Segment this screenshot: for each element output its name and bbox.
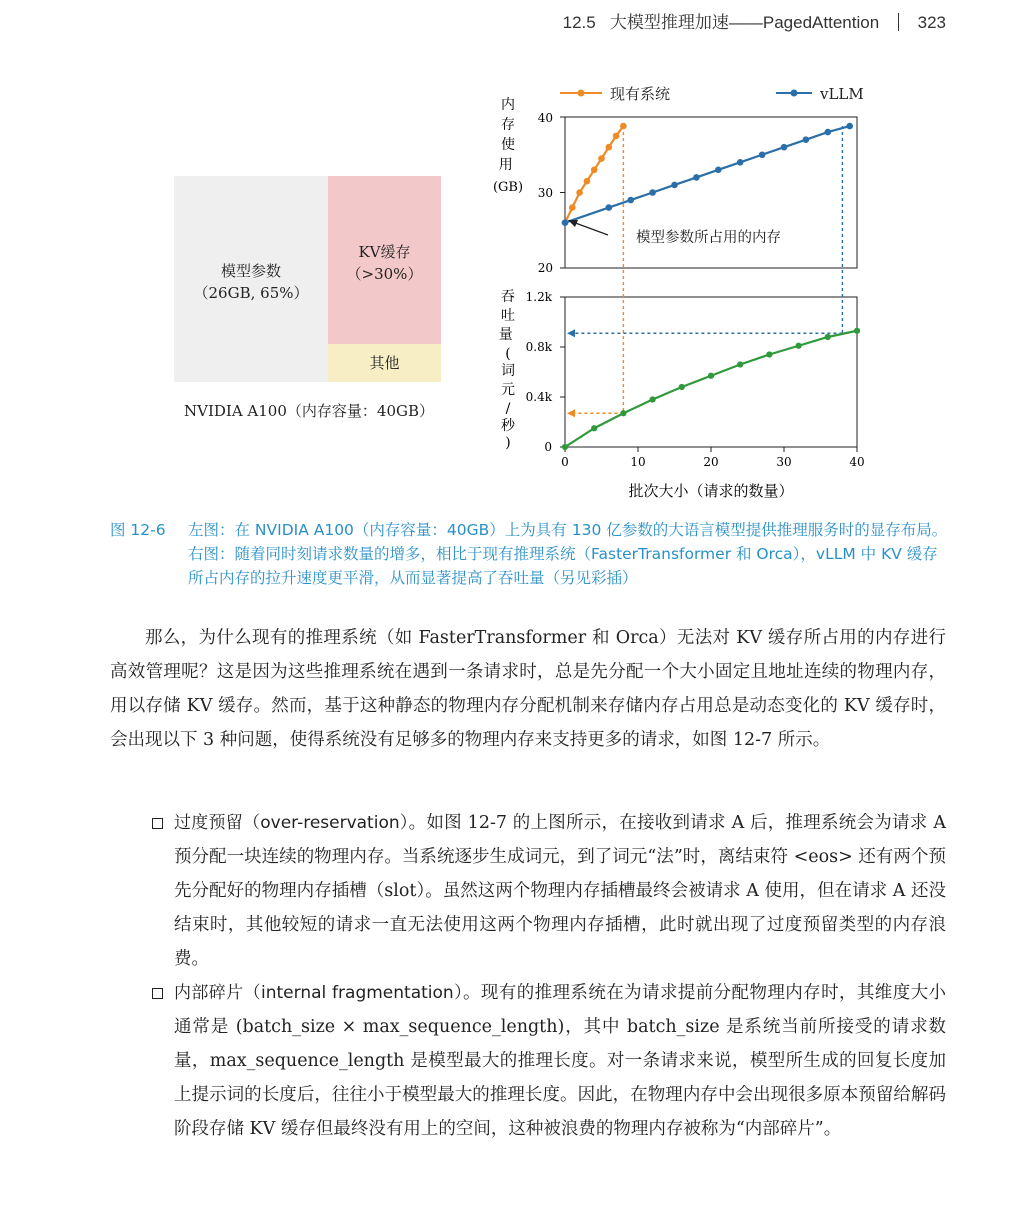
throughput-tick-0: 0 xyxy=(544,440,552,454)
memory-point xyxy=(671,182,678,189)
memory-point xyxy=(562,219,569,226)
memory-point xyxy=(846,123,853,130)
memory-tick-40: 40 xyxy=(537,111,553,125)
memory-point xyxy=(613,133,620,140)
memory-ylabel: 内存使用 (GB) xyxy=(492,97,524,195)
annotation-text: 模型参数所占用的内存 xyxy=(636,230,781,246)
memory-point xyxy=(569,204,576,211)
figure-caption-text: 左图：在 NVIDIA A100（内存容量：40GB）上为具有 130 亿参数的大语言模型提供推理服务时的显存布局。右图：随着同时刻请求数量的增多，相比于现有推理系统（FasterTransformer 和 Orca），vLLM 中 KV 缓存所占内存的拉升速度更平滑，从而显著提高了吞吐量（另见彩插） xyxy=(188,521,948,587)
x-tick-0: 0 xyxy=(561,455,569,469)
memory-series xyxy=(562,123,853,226)
throughput-line xyxy=(565,331,857,447)
memory-point xyxy=(759,151,766,158)
annotation-arrowhead xyxy=(568,220,578,227)
memory-y-axis xyxy=(538,111,565,275)
other-label: 其他 xyxy=(369,354,400,372)
model-params-label: 模型参数 xyxy=(220,262,281,280)
kv-cache-detail: （>30%） xyxy=(346,265,423,283)
vllm-arrowhead xyxy=(567,329,575,337)
model-params-detail: （26GB, 65%） xyxy=(193,284,309,302)
page-number: 323 xyxy=(917,13,946,32)
memory-point xyxy=(649,189,656,196)
figure-number: 图 12-6 xyxy=(110,521,166,539)
throughput-point xyxy=(737,361,743,367)
section-number: 12.5 xyxy=(562,13,596,32)
throughput-series xyxy=(562,328,860,450)
legend-label-existing: 现有系统 xyxy=(610,85,671,103)
memory-point xyxy=(591,167,598,174)
throughput-point xyxy=(650,396,656,402)
header-divider xyxy=(898,13,899,31)
throughput-ylabel: 吞吐量 (词元/秒) xyxy=(498,289,515,451)
legend xyxy=(560,85,864,103)
bullet-term: 内部碎片（internal fragmentation） xyxy=(174,983,463,1003)
memory-point xyxy=(627,197,634,204)
x-tick-10: 10 xyxy=(630,455,646,469)
memory-point xyxy=(737,159,744,166)
throughput-point xyxy=(620,410,626,416)
kv-cache-label: KV缓存 xyxy=(358,243,411,261)
body-paragraph: 那么，为什么现有的推理系统（如 FasterTransformer 和 Orca）无法对 KV 缓存所占用的内存进行高效管理呢？这是因为这些推理系统在遇到一条请求时，总是先分配一个大小固定且地址连续的物理内存，用以存储 KV 缓存。然而，基于这种静态的物理内存分配机制来存储内存占用总是动态变化的 KV 缓存时，会出现以下 3 种问题，使得系统没有足够多的物理内存来支持更多的请求，如图 12-7 所示。 xyxy=(110,628,946,750)
throughput-point xyxy=(562,444,568,450)
memory-point xyxy=(584,178,591,185)
x-tick-20: 20 xyxy=(703,455,719,469)
memory-point xyxy=(606,144,613,151)
legend-marker-vllm xyxy=(791,90,798,97)
bullet-checkbox-icon xyxy=(152,988,163,999)
throughput-y-axis xyxy=(526,290,565,454)
throughput-tick-0.4k: 0.4k xyxy=(525,390,552,404)
section-title: 大模型推理加速——PagedAttention xyxy=(609,13,880,32)
legend-marker-existing xyxy=(578,90,585,97)
memory-point xyxy=(576,189,583,196)
throughput-xlabel: 批次大小（请求的数量） xyxy=(628,482,794,500)
memory-point xyxy=(781,144,788,151)
x-tick-30: 30 xyxy=(776,455,792,469)
throughput-tick-1.2k: 1.2k xyxy=(525,290,552,304)
bullet-text: 。如图 12-7 的上图所示，在接收到请求 A 后，推理系统会为请求 A 预分配一块连续的物理内存。当系统逐步生成词元，到了词元“法”时，离结束符 <eos> 还有两个预先分配好的物理内存插槽（slot）。虽然这两个物理内存插槽最终会被请求 A 使用，但在请求 A 还没结束时，其他较短的请求一直无法使用这两个物理内存插槽，此时就出现了过度预留类型的内存浪费。 xyxy=(174,813,946,969)
memory-layout-diagram xyxy=(174,176,441,382)
running-header xyxy=(0,8,946,33)
memory-point xyxy=(803,136,810,143)
legend-label-vllm: vLLM xyxy=(820,85,864,103)
memory-point xyxy=(606,204,613,211)
bullet-term: 过度预留（over-reservation） xyxy=(174,813,409,833)
throughput-plot-frame xyxy=(565,297,857,447)
existing-arrowhead xyxy=(567,409,575,417)
throughput-point xyxy=(708,373,714,379)
bullet-checkbox-icon xyxy=(152,818,163,829)
throughput-point xyxy=(766,351,772,357)
memory-layout-caption: NVIDIA A100（内存容量：40GB） xyxy=(184,402,434,420)
throughput-point xyxy=(796,343,802,349)
throughput-point xyxy=(591,425,597,431)
throughput-x-axis xyxy=(561,447,864,469)
memory-point xyxy=(693,174,700,181)
bullet-internal-fragmentation xyxy=(152,976,946,1146)
bullet-over-reservation xyxy=(152,806,946,976)
guide-lines xyxy=(567,126,842,417)
memory-point xyxy=(598,155,605,162)
memory-point xyxy=(825,129,832,136)
memory-tick-30: 30 xyxy=(537,186,553,200)
memory-throughput-chart xyxy=(490,75,880,510)
memory-tick-20: 20 xyxy=(537,261,553,275)
throughput-point xyxy=(825,334,831,340)
bullet-text: 。现有的推理系统在为请求提前分配物理内存时，其维度大小通常是 (batch_size × max_sequence_length)，其中 batch_size 是系统当前所接受的请求数量，max_sequence_length 是模型最大的推理长度。对一条请求来说，模型所生成的回复长度加上提示词的长度后，往往小于模型最大的推理长度。因此，在物理内存中会出现很多原本预留给解码阶段存储 KV 缓存但最终没有用上的空间，这种被浪费的物理内存被称为“内部碎片”。 xyxy=(174,983,947,1139)
figure-caption xyxy=(110,518,950,590)
throughput-point xyxy=(679,384,685,390)
throughput-tick-0.8k: 0.8k xyxy=(525,340,552,354)
throughput-point xyxy=(854,328,860,334)
memory-point xyxy=(715,167,722,174)
x-tick-40: 40 xyxy=(849,455,865,469)
